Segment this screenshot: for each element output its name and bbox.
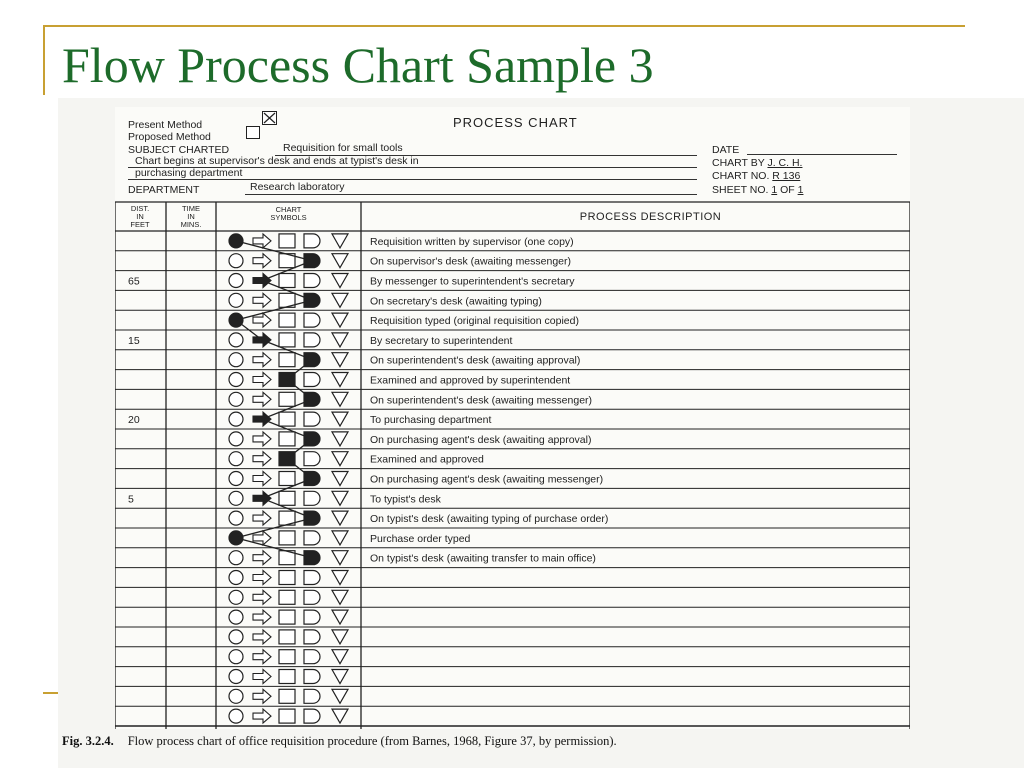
operation-symbol (229, 452, 243, 466)
transport-arrow-symbol (253, 551, 271, 565)
process-description: By messenger to superintendent's secretary (370, 275, 575, 288)
inspection-symbol (279, 531, 295, 545)
storage-symbol (332, 670, 348, 684)
transport-arrow-symbol (253, 650, 271, 664)
chart-heading: PROCESS CHART (453, 115, 578, 130)
storage-symbol (332, 373, 348, 387)
operation-symbol (229, 432, 243, 446)
transport-arrow-symbol (253, 689, 271, 703)
chart-begins-text-2: purchasing department (135, 167, 243, 179)
operation-symbol (229, 353, 243, 367)
inspection-symbol (279, 353, 295, 367)
col-header-time: MINS. (180, 220, 202, 229)
operation-symbol (229, 689, 243, 703)
transport-arrow-symbol (253, 670, 271, 684)
process-description: On superintendent's desk (awaiting approval) (370, 354, 581, 367)
process-description: Examined and approved by superintendent (370, 374, 571, 387)
delay-symbol (304, 650, 320, 664)
accent-rule-top (43, 25, 965, 27)
storage-symbol (332, 650, 348, 664)
operation-symbol (229, 254, 243, 268)
process-chart-form (115, 107, 910, 729)
col-header-time: IN (187, 212, 195, 221)
storage-symbol (332, 452, 348, 466)
chart-no-value: R 136 (772, 170, 801, 182)
process-description: On supervisor's desk (awaiting messenger) (370, 255, 572, 268)
storage-symbol (332, 709, 348, 723)
transport-arrow-symbol (253, 610, 271, 624)
inspection-symbol (279, 670, 295, 684)
col-header-symbols: CHART (275, 205, 302, 214)
delay-symbol (304, 373, 320, 387)
chart-by-value: J. C. H. (767, 157, 803, 169)
inspection-symbol (279, 234, 295, 248)
process-description: On superintendent's desk (awaiting messenger) (370, 394, 593, 407)
inspection-symbol (279, 432, 295, 446)
operation-symbol (229, 650, 243, 664)
sheet-of-value: 1 (797, 184, 804, 196)
operation-symbol (229, 491, 243, 505)
delay-symbol (304, 333, 320, 347)
delay-symbol (304, 590, 320, 604)
delay-symbol (304, 234, 320, 248)
process-description: To purchasing department (370, 414, 492, 427)
process-description: On secretary's desk (awaiting typing) (370, 295, 542, 308)
process-description: To typist's desk (370, 493, 441, 506)
storage-symbol (332, 392, 348, 406)
inspection-symbol (279, 274, 295, 288)
storage-symbol (332, 412, 348, 426)
delay-symbol (304, 274, 320, 288)
delay-symbol (304, 571, 320, 585)
process-description: On purchasing agent's desk (awaiting approval) (370, 433, 592, 446)
transport-arrow-symbol (253, 254, 271, 268)
transport-arrow-symbol (253, 630, 271, 644)
operation-symbol (229, 333, 243, 347)
distance-value: 20 (128, 414, 140, 427)
storage-symbol (332, 333, 348, 347)
storage-symbol (332, 610, 348, 624)
caption-label: Fig. 3.2.4. (62, 734, 114, 748)
sheet-no-label: SHEET NO. 1 OF 1 (712, 184, 804, 196)
storage-symbol (332, 571, 348, 585)
col-header-time: TIME (182, 204, 200, 213)
operation-symbol (229, 670, 243, 684)
operation-symbol (229, 412, 243, 426)
inspection-symbol (279, 412, 295, 426)
inspection-symbol (279, 333, 295, 347)
delay-symbol (304, 452, 320, 466)
storage-symbol (332, 590, 348, 604)
storage-symbol (332, 630, 348, 644)
delay-symbol (304, 689, 320, 703)
process-description: On purchasing agent's desk (awaiting messenger) (370, 473, 604, 486)
col-header-symbols: SYMBOLS (270, 213, 307, 222)
storage-symbol (332, 274, 348, 288)
process-description: By secretary to superintendent (370, 334, 513, 347)
operation-symbol (229, 511, 243, 525)
storage-symbol (332, 491, 348, 505)
subject-charted-label: SUBJECT CHARTED (128, 144, 230, 156)
inspection-symbol (279, 689, 295, 703)
storage-symbol (332, 472, 348, 486)
operation-symbol (229, 590, 243, 604)
delay-symbol (304, 412, 320, 426)
operation-symbol (229, 373, 243, 387)
storage-symbol (332, 432, 348, 446)
process-description: Purchase order typed (370, 532, 471, 545)
storage-symbol (332, 293, 348, 307)
chart-no-label: CHART NO. R 136 (712, 170, 801, 182)
col-header-dist: FEET (130, 220, 150, 229)
storage-symbol (332, 551, 348, 565)
department-label: DEPARTMENT (128, 184, 200, 196)
transport-arrow-symbol (253, 392, 271, 406)
storage-symbol (332, 531, 348, 545)
delay-symbol (304, 313, 320, 327)
transport-arrow-symbol (253, 432, 271, 446)
distance-value: 15 (128, 334, 140, 347)
storage-symbol (332, 254, 348, 268)
inspection-symbol (279, 571, 295, 585)
process-description: Examined and approved (370, 453, 484, 466)
delay-symbol (304, 610, 320, 624)
delay-symbol (304, 630, 320, 644)
col-header-dist: DIST. (130, 204, 150, 213)
delay-symbol (304, 531, 320, 545)
operation-symbol (229, 571, 243, 585)
subject-charted-value: Requisition for small tools (283, 142, 403, 154)
distance-value: 65 (128, 275, 140, 288)
department-value: Research laboratory (250, 181, 345, 193)
accent-rule-left (43, 25, 45, 95)
transport-arrow-symbol (253, 472, 271, 486)
proposed-method-label: Proposed Method (128, 131, 211, 143)
chart-begins-text: Chart begins at supervisor's desk and ends at typist's desk in (135, 155, 419, 167)
storage-symbol (332, 511, 348, 525)
operation-symbol (229, 392, 243, 406)
transport-arrow-symbol (253, 511, 271, 525)
operation-symbol (229, 709, 243, 723)
inspection-symbol (279, 491, 295, 505)
delay-symbol (304, 491, 320, 505)
transport-arrow-symbol (253, 571, 271, 585)
storage-symbol (332, 313, 348, 327)
process-description: On typist's desk (awaiting typing of purchase order) (370, 513, 609, 526)
transport-arrow-symbol (253, 373, 271, 387)
delay-symbol (304, 670, 320, 684)
sheet-no-value: 1 (771, 184, 778, 196)
col-header-dist: IN (136, 212, 144, 221)
transport-arrow-symbol (253, 590, 271, 604)
operation-symbol (229, 274, 243, 288)
transport-arrow-symbol (253, 709, 271, 723)
caption-text: Flow process chart of office requisition procedure (from Barnes, 1968, Figure 37, by permission). (127, 734, 617, 748)
operation-symbol (229, 610, 243, 624)
date-label: DATE (712, 144, 740, 156)
transport-arrow-symbol (253, 353, 271, 367)
inspection-symbol (279, 313, 295, 327)
chart-by-label: CHART BY J. C. H. (712, 157, 803, 169)
operation-symbol (229, 293, 243, 307)
inspection-symbol (279, 709, 295, 723)
operation-symbol (229, 551, 243, 565)
col-header-description: PROCESS DESCRIPTION (579, 211, 722, 223)
process-chart-grid (115, 107, 910, 729)
inspection-symbol (279, 650, 295, 664)
inspection-symbol (279, 472, 295, 486)
operation-symbol (229, 472, 243, 486)
storage-symbol (332, 689, 348, 703)
process-description: Requisition written by supervisor (one copy) (370, 235, 574, 248)
process-description: On typist's desk (awaiting transfer to main office) (370, 552, 596, 565)
transport-arrow-symbol (253, 452, 271, 466)
storage-symbol (332, 234, 348, 248)
inspection-symbol (279, 590, 295, 604)
storage-symbol (332, 353, 348, 367)
figure-caption (62, 733, 992, 750)
slide-title: Flow Process Chart Sample 3 (62, 37, 654, 93)
inspection-symbol (279, 392, 295, 406)
inspection-symbol (279, 610, 295, 624)
operation-symbol (229, 630, 243, 644)
transport-arrow-symbol (253, 293, 271, 307)
delay-symbol (304, 709, 320, 723)
inspection-symbol (279, 630, 295, 644)
present-method-label: Present Method (128, 119, 203, 131)
process-description: Requisition typed (original requisition copied) (370, 315, 579, 328)
flow-connector-line (236, 241, 312, 558)
distance-value: 5 (128, 493, 134, 506)
